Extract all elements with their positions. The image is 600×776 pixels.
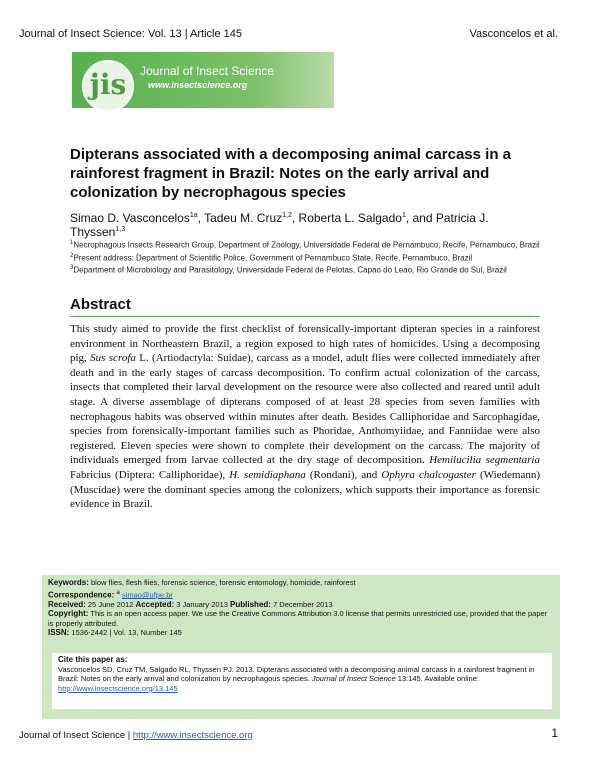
- keywords-line: Keywords: blow flies, flesh flies, forensic science, forensic entomology, homicide, rainforest: [48, 578, 356, 587]
- citation-url-link[interactable]: http://www.insectscience.org/13.145: [58, 683, 178, 693]
- running-head-left: Journal of Insect Science: Vol. 13 | Article 145: [19, 28, 242, 40]
- footer-url-link[interactable]: http://www.insectscience.org: [132, 730, 253, 741]
- dates-line: Received: 25 June 2012 Accepted: 3 January 2013 Published: 7 December 2013: [48, 599, 333, 609]
- page-number: 1: [551, 726, 558, 740]
- affiliation: $^3$Department of Microbiology and Parasitology, Universidade Federal de Pelotas, Capao do Leao, Rio Grande do Sul, Brazil: [70, 265, 507, 275]
- correspondence-line: Correspondence: $^a$ simao@ufpe.br: [48, 588, 173, 600]
- logo-journal-name: Journal of Insect Science: [140, 64, 275, 78]
- author: Patricia J. Thyssen$^{1,3}$: [70, 211, 489, 239]
- author-list: [70, 211, 540, 239]
- running-head-right: Vasconcelos et al.: [469, 28, 558, 40]
- author: Simao D. Vasconcelos$^{1a}$,: [70, 211, 205, 225]
- abstract-text: This study aimed to provide the first checklist of forensically-important dipteran species in a rainforest environment in Northeastern Brazil, a region exposed to high rates of homicides. Using a decomposing pig, Sus scrofa L. (Artiodactyla: Suidae), carcass as a model, adult flies were collected immediately after death and in the early stages of carcass decomposition. To confirm actual colonization of the carcass, insects that completed their larval development on the resource were also collected and reared until adult stage. A diverse assemblage of dipterans composed of at least 28 species from seven families with necrophagous habits was observed within minutes after death. Besides Calliphoridae and Sarcophagidae, species from forensically-important families such as Phoridae, Anthomyiidae, and Fanniidae were also registered. Eleven species were shown to complete their development on the carcass. The majority of individuals emerged from larvae collected at the dry stage of decomposition. Hemilucilia segmentaria Fabricius (Diptera: Calliphoridae), H. semidiaphana (Rondani), and Ophyra chalcogaster (Wiedemann) (Muscidae) were the dominant species among the colonizers, which supports their importance as forensic evidence in Brazil.: [70, 323, 541, 511]
- cite-box: [52, 653, 552, 709]
- author: Roberta L. Salgado$^1$, and: [298, 211, 436, 225]
- abstract-heading: Abstract: [70, 296, 540, 317]
- affiliation: $^2$Present address: Department of Scientific Police, Government of Pernambuco State, Recife, Pernambuco, Brazil: [70, 252, 473, 263]
- affiliations: [70, 238, 540, 276]
- copyright-line: Copyright: This is an open access paper. We use the Creative Commons Attribution 3.0 license that permits unrestricted use, provided that the paper is properly attributed.: [48, 609, 548, 628]
- logo-url: www.insectscience.org: [148, 80, 248, 90]
- affiliation: $^1$Necrophagous Insects Research Group, Department of Zoology, Universidade Federal de Pernambuco, Recife, Pernambuco, Brazil: [70, 240, 540, 250]
- citation-text: Vasconcelos SD, Cruz TM, Salgado RL, Thyssen PJ. 2013. Dipterans associated with a decomposing animal carcass in a rainforest fragment in Brazil: Notes on the early arrival and colonization by necrophagous species. Journal of Insect Science 13:145. Available online: http://www.insectscience.org/13.145: [58, 664, 535, 693]
- paper-title: Dipterans associated with a decomposing animal carcass in a rainforest fragment in Brazil: Notes on the early arrival and colonization by necrophagous species: [70, 146, 511, 201]
- email-link[interactable]: simao@ufpe.br: [121, 590, 173, 600]
- author: Tadeu M. Cruz$^{1,2}$,: [204, 211, 299, 225]
- issn-line: ISSN: 1536-2442 | Vol. 13, Number 145: [48, 628, 182, 638]
- jis-logo-icon: jis: [82, 60, 134, 112]
- footer-left: Journal of Insect Science | http://www.insectscience.org: [19, 730, 253, 741]
- cite-heading: Cite this paper as:: [58, 655, 128, 664]
